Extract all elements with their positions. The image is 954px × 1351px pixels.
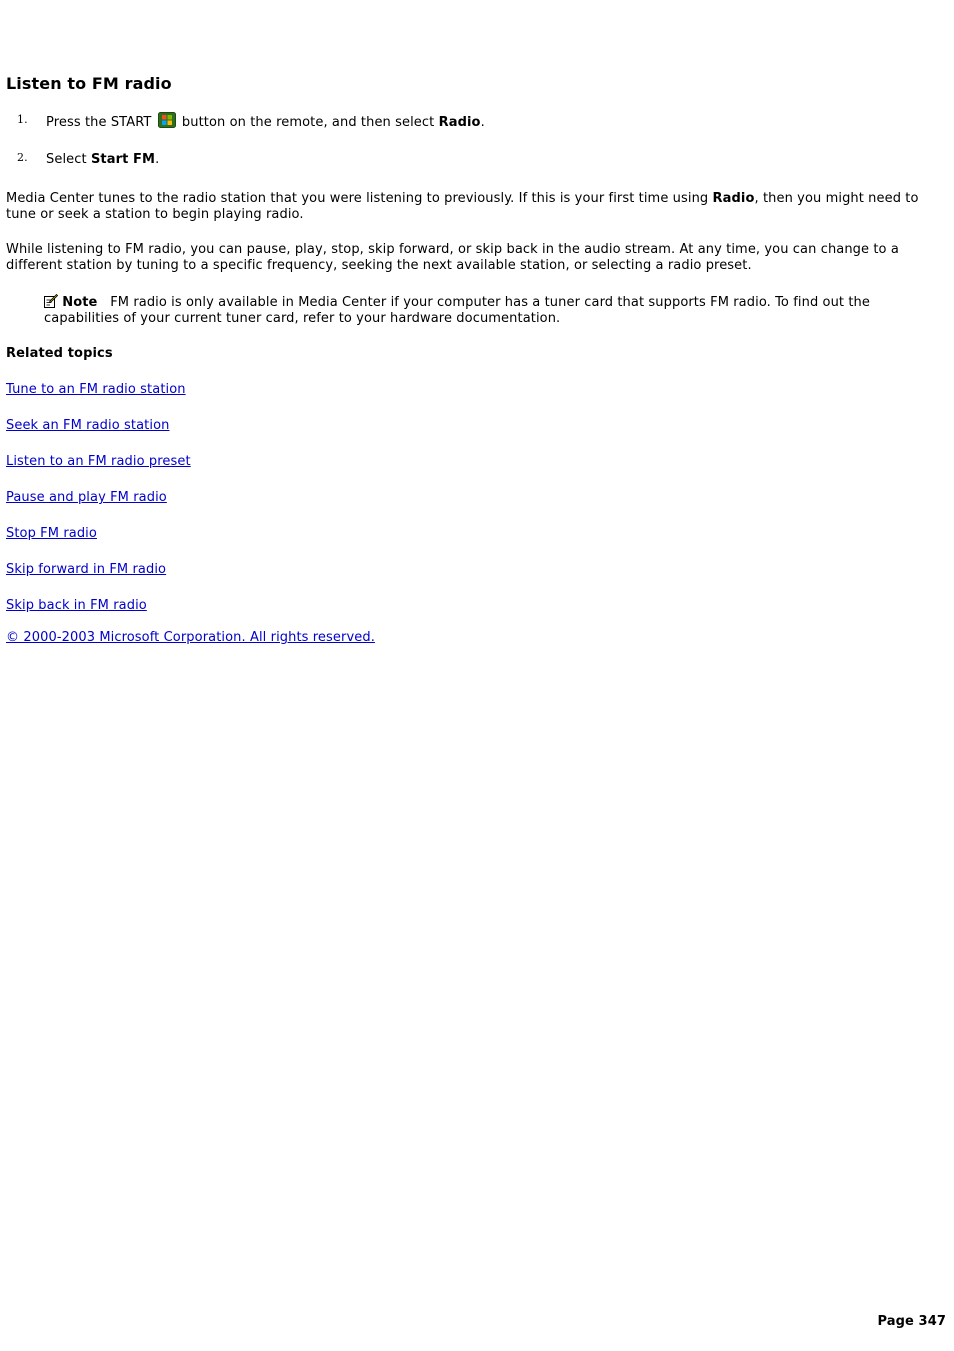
related-topics-heading: Related topics [6, 346, 113, 361]
step-text [46, 112, 485, 133]
step-text [46, 150, 159, 170]
step-2 [6, 150, 946, 170]
intro-paragraph [6, 191, 941, 223]
related-link-seek[interactable]: Seek an FM radio station [6, 418, 170, 433]
intro-bold-term: Radio [712, 191, 755, 206]
page-title: Listen to FM radio [6, 74, 172, 93]
step-text-after: button on the remote, and then select [181, 115, 435, 130]
page-number: Page 347 [877, 1314, 946, 1329]
note-box [44, 294, 924, 327]
step-text-end: . [155, 152, 160, 167]
step-text-end: . [480, 115, 485, 130]
note-label: Note [62, 295, 98, 310]
note-text: FM radio is only available in Media Center if your computer has a tuner card that supports FM radio. To find out the capabilities of your current tuner card, refer to your hardware documentation. [44, 295, 870, 326]
step-bold-term: Start FM [90, 152, 156, 167]
step-text-before: Select [46, 152, 87, 167]
step-number: 1. [17, 113, 28, 126]
step-1 [6, 112, 946, 132]
related-link-tune[interactable]: Tune to an FM radio station [6, 382, 186, 397]
related-link-preset[interactable]: Listen to an FM radio preset [6, 454, 191, 469]
related-link-stop[interactable]: Stop FM radio [6, 526, 97, 541]
step-bold-term: Radio [438, 115, 481, 130]
related-link-pause-play[interactable]: Pause and play FM radio [6, 490, 167, 505]
usage-paragraph: While listening to FM radio, you can pause, play, stop, skip forward, or skip back in the audio stream. At any time, you can change to a different station by tuning to a specific frequency, seeking the next available station, or selecting a radio preset. [6, 242, 899, 273]
windows-start-icon [158, 112, 176, 128]
intro-text-continued: , then you might need to tune or seek a station to begin playing radio. [6, 191, 919, 222]
related-link-skip-back[interactable]: Skip back in FM radio [6, 598, 147, 613]
related-link-skip-forward[interactable]: Skip forward in FM radio [6, 562, 167, 577]
intro-text: Media Center tunes to the radio station that you were listening to previously. If this is your first time using [6, 191, 709, 206]
step-number: 2. [17, 151, 28, 164]
note-pencil-icon [44, 294, 58, 308]
copyright-link[interactable]: © 2000-2003 Microsoft Corporation. All rights reserved. [6, 630, 375, 645]
step-text-before: Press the START [46, 115, 152, 130]
